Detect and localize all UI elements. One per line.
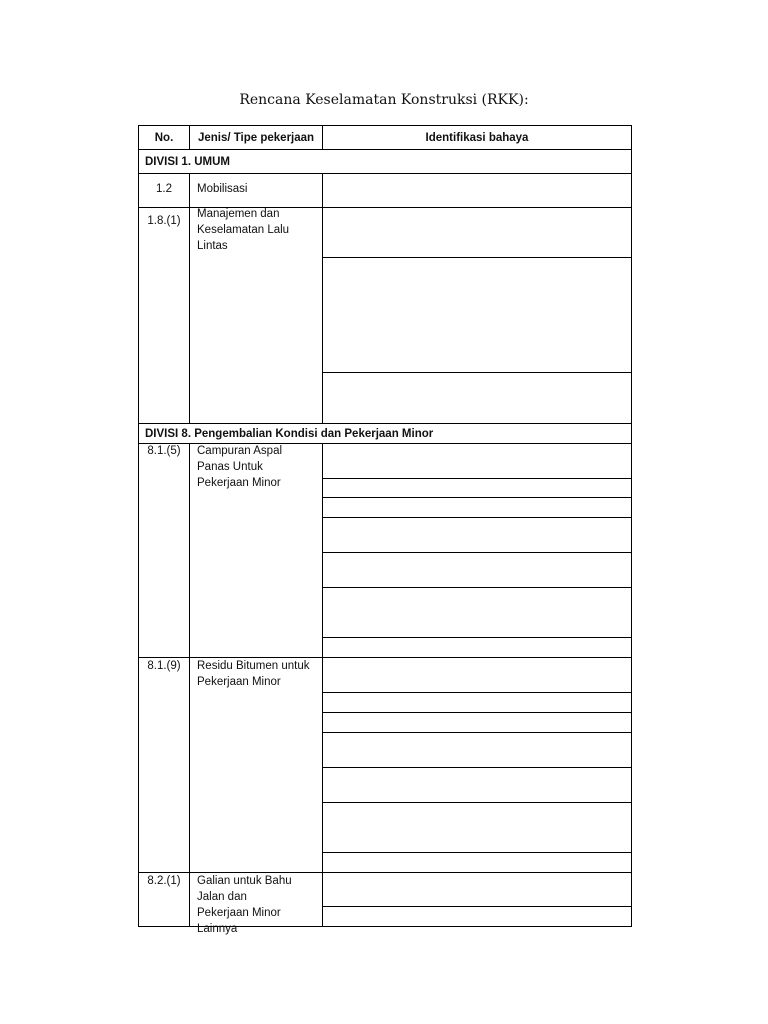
document-title: Rencana Keselamatan Konstruksi (RKK): <box>239 92 529 108</box>
row-job-type: Residu Bitumen untuk Pekerjaan Minor <box>197 660 310 688</box>
hazard-subrow-line <box>322 637 632 638</box>
hazard-subrow-line <box>322 802 632 803</box>
row-number: 1.8.(1) <box>147 215 181 227</box>
header-hazard-identification: Identifikasi bahaya <box>425 131 529 144</box>
hazard-subrow-line <box>322 767 632 768</box>
row-divider <box>138 173 632 174</box>
row-number: 8.1.(5) <box>147 445 181 457</box>
row-job-type: Galian untuk Bahu Jalan dan Pekerjaan Minor Lainnya <box>197 875 292 935</box>
col-divider <box>322 443 323 927</box>
hazard-subrow-line <box>322 852 632 853</box>
row-job-type: Campuran Aspal Panas Untuk Pekerjaan Minor <box>197 445 283 489</box>
hazard-subrow-line <box>322 497 632 498</box>
hazard-subrow-line <box>322 732 632 733</box>
hazard-subrow-line <box>322 517 632 518</box>
hazard-subrow-line <box>322 478 632 479</box>
hazard-subrow-line <box>322 257 632 258</box>
hazard-subrow-line <box>322 692 632 693</box>
hazard-subrow-line <box>322 372 632 373</box>
hazard-subrow-line <box>322 712 632 713</box>
header-no: No. <box>154 131 174 144</box>
row-job-type: Manajemen dan Keselamatan Lalu Lintas <box>197 208 290 252</box>
table-border-left <box>138 125 139 927</box>
row-job-type: Mobilisasi <box>197 183 248 195</box>
division-heading: DIVISI 1. UMUM <box>145 155 230 168</box>
row-number: 1.2 <box>156 183 172 195</box>
col-divider <box>322 173 323 423</box>
header-job-type: Jenis/ Tipe pekerjaan <box>197 131 315 144</box>
row-number: 8.1.(9) <box>147 660 181 672</box>
hazard-subrow-line <box>322 552 632 553</box>
table-border-right <box>631 125 632 927</box>
division-heading: DIVISI 8. Pengembalian Kondisi dan Pekerjaan Minor <box>145 427 434 440</box>
row-number: 8.2.(1) <box>147 875 181 887</box>
hazard-subrow-line <box>322 906 632 907</box>
hazard-subrow-line <box>322 587 632 588</box>
